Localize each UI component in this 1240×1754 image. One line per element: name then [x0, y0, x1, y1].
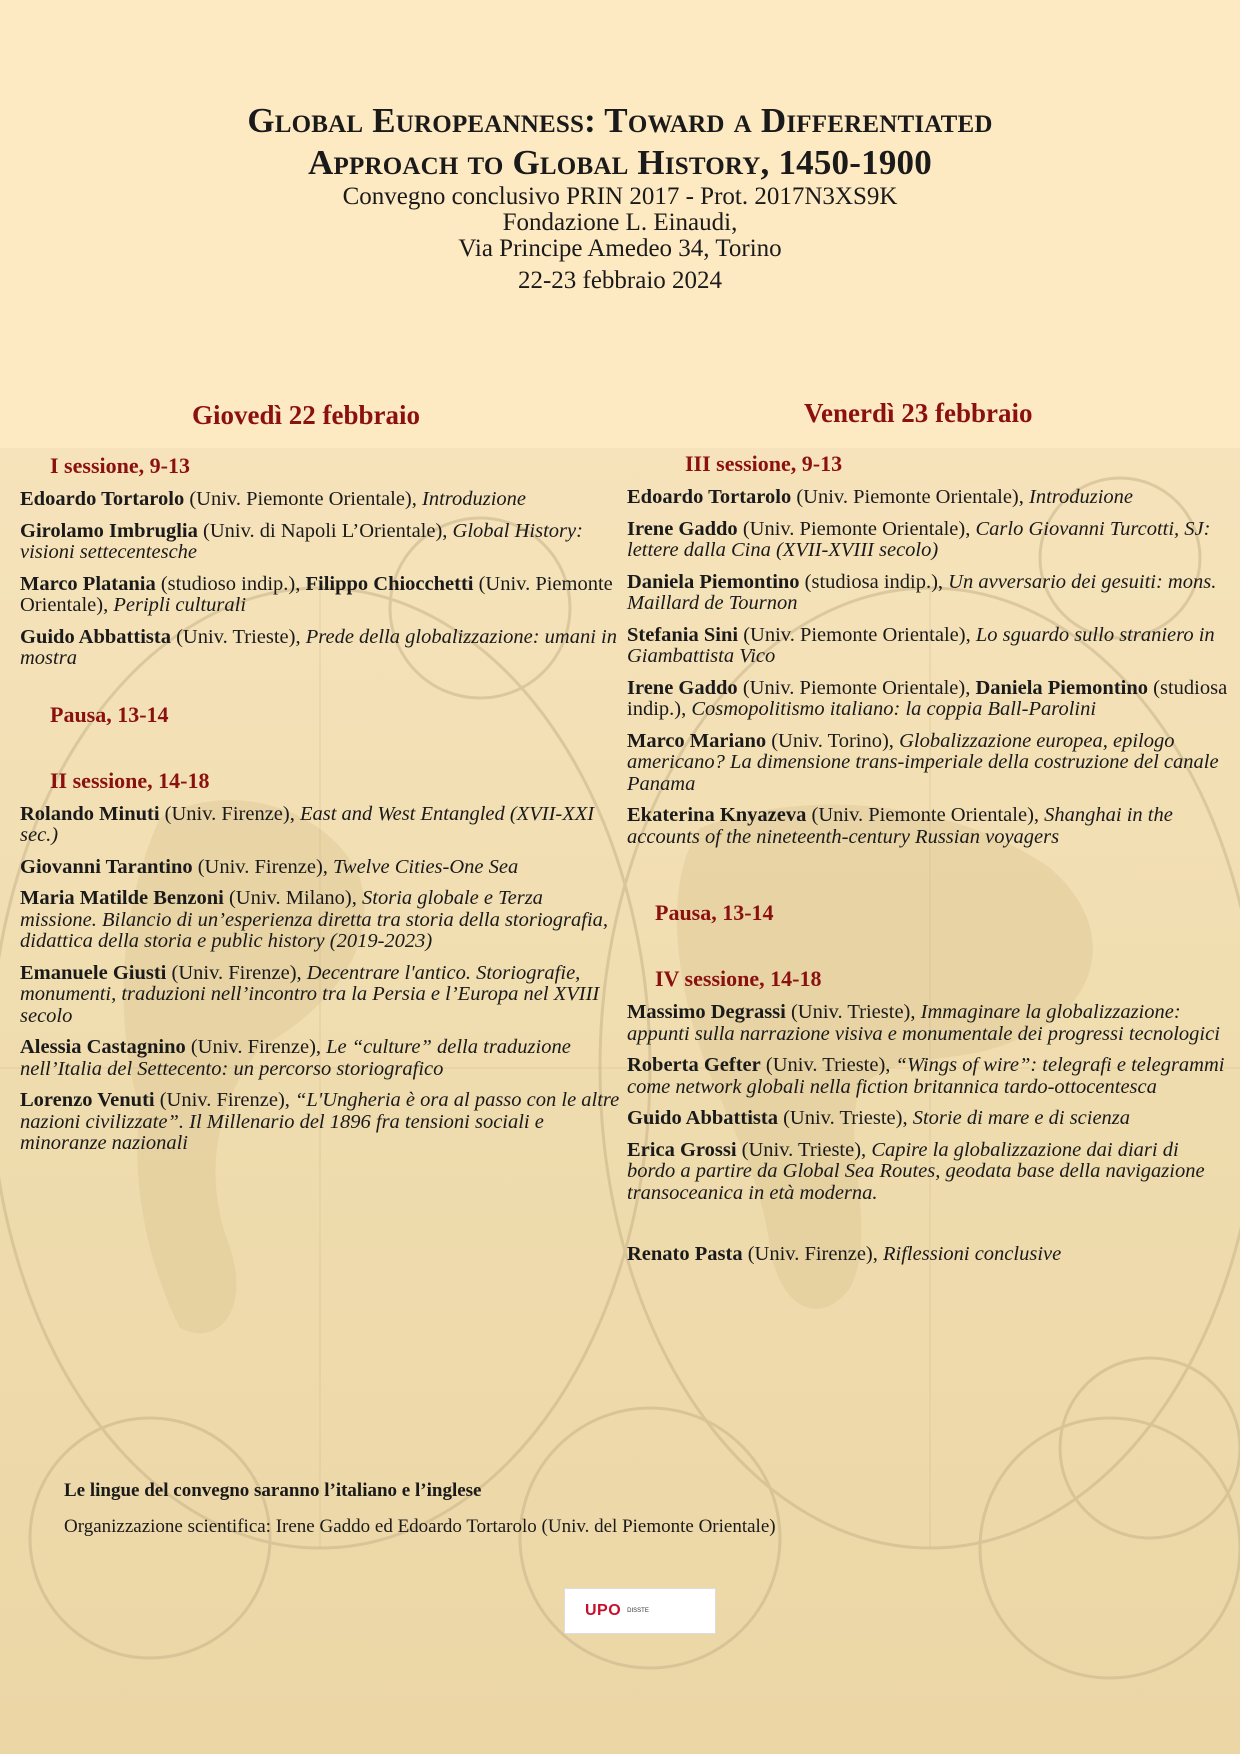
program-entry: [627, 487, 1229, 509]
speaker-affiliation: (Univ. Piemonte Orientale),: [791, 486, 1030, 508]
speaker-affiliation: (Univ. Torino),: [766, 729, 900, 752]
program-entry: [20, 521, 620, 564]
speaker-name: Alessia Castagnino: [20, 1036, 186, 1058]
program-entry: [627, 805, 1229, 848]
talk-title: Globalizzazione europea, epilogo americano? La dimensione trans-imperiale della costruzione del canale Panama: [627, 729, 1219, 795]
session-2-heading: II sessione, 14-18: [50, 767, 210, 793]
program-entry: [20, 888, 620, 953]
speaker-name: Stefania Sini: [627, 623, 739, 646]
scientific-organization: Organizzazione scientifica: Irene Gaddo ed Edoardo Tortarolo (Univ. del Piemonte Orientale): [64, 1516, 776, 1537]
pause-heading-thursday: Pausa, 13-14: [50, 701, 169, 727]
program-entry: [20, 1037, 620, 1080]
event-date: 22-23 febbraio 2024: [517, 267, 723, 294]
speaker-affiliation: (Univ. Firenze),: [166, 961, 307, 984]
speaker-affiliation: (Univ. Firenze),: [154, 1089, 296, 1111]
speaker-affiliation: (Univ. Firenze),: [742, 1243, 884, 1265]
speaker-name: Marco Platania: [20, 572, 156, 595]
speaker-name: Irene Gaddo: [627, 517, 738, 540]
speaker-name: Guido Abbattista: [20, 625, 171, 648]
talk-title: Storia globale e Terza missione. Bilancio di un’esperienza diretta tra storia della storiografia, didattica della storia e public history (2019-2023): [20, 887, 609, 952]
event-subtitle-prin: Convegno conclusivo PRIN 2017 - Prot. 2017N3XS9K: [342, 183, 898, 210]
talk-title: Le “culture” della traduzione nell’Italia del Settecento: un percorso storiografico: [20, 1036, 571, 1080]
speaker-affiliation: (Univ. di Napoli L’Orientale),: [197, 519, 453, 542]
event-address: Via Principe Amedeo 34, Torino: [458, 235, 782, 262]
speaker-name: Massimo Degrassi: [627, 1001, 786, 1023]
talk-title: Cosmopolitismo italiano: la coppia Ball-Parolini: [691, 698, 1097, 720]
talk-title: Introduzione: [422, 488, 527, 510]
talk-title: Lo sguardo sullo straniero in Giambattista Vico: [627, 623, 1215, 667]
talk-title: Capire la globalizzazione dai diari di bordo a partire da Global Sea Routes, geodata base della navigazione transoceanica in età moderna.: [627, 1138, 1205, 1204]
program-entry: [627, 572, 1229, 615]
program-entry: [627, 678, 1229, 721]
speaker-affiliation: (Univ. Trieste),: [170, 625, 306, 648]
talk-title: Storie di mare e di scienza: [912, 1107, 1131, 1129]
speaker-name: Lorenzo Venuti: [20, 1089, 155, 1111]
talk-title: East and West Entangled (XVII-XXI sec.): [20, 802, 595, 846]
program-entry: [627, 1140, 1229, 1205]
session-3-heading: III sessione, 9-13: [685, 451, 843, 476]
event-title-line1: Global Europeanness: Toward a Differentiated: [247, 101, 993, 140]
program-entry: [20, 804, 620, 847]
speaker-affiliation: (Univ. Piemonte Orientale),: [737, 517, 976, 540]
languages-note: Le lingue del convegno saranno l’italiano e l’inglese: [64, 1480, 482, 1501]
event-venue: Fondazione L. Einaudi,: [502, 209, 738, 236]
program-entry: [20, 857, 620, 879]
speaker-name: Maria Matilde Benzoni: [20, 887, 224, 909]
day-heading-friday: Venerdì 23 febbraio: [804, 398, 1033, 428]
speaker-name: Giovanni Tarantino: [20, 855, 193, 878]
program-entry: [627, 625, 1229, 668]
speaker-affiliation: (Univ. Trieste),: [777, 1107, 913, 1129]
speaker-affiliation: (Univ. Piemonte Orientale),: [184, 488, 423, 510]
speaker-name: Emanuele Giusti: [20, 961, 167, 984]
day-heading-thursday: Giovedì 22 febbraio: [192, 400, 420, 430]
program-entry: [627, 1244, 1229, 1266]
talk-title: Decentrare l'antico. Storiografie, monumenti, traduzioni nell’incontro tra la Persia e l’Europa nel XVIII secolo: [20, 961, 600, 1027]
talk-title: Riflessioni conclusive: [883, 1243, 1062, 1265]
speaker-name: Edoardo Tortarolo: [627, 486, 792, 508]
program-entry: [20, 489, 620, 511]
speaker-affiliation: (Univ. Trieste),: [760, 1054, 896, 1076]
program-entry: [627, 1002, 1229, 1045]
program-entry: [627, 731, 1229, 796]
speaker-name: Renato Pasta: [627, 1243, 743, 1265]
upo-logo-text: UPO: [585, 1602, 622, 1619]
session-4-list: [627, 1002, 1229, 1204]
session-4-heading: IV sessione, 14-18: [655, 966, 822, 991]
speaker-name: Girolamo Imbruglia: [20, 519, 198, 542]
speaker-name: Guido Abbattista: [627, 1107, 778, 1129]
speaker-affiliation: (Univ. Trieste),: [785, 1001, 921, 1023]
talk-title: “L'Ungheria è ora al passo con le altre nazioni civilizzate”. Il Millenario del 1896 fra tensioni sociali e minoranze nazionali: [20, 1089, 620, 1154]
disste-logo-text: DISSTE: [627, 1608, 649, 1614]
program-entry: [20, 627, 620, 670]
speaker-name: Marco Mariano: [627, 729, 767, 752]
talk-title: Un avversario dei gesuiti: mons. Maillard de Tournon: [627, 570, 1217, 614]
talk-title: “Wings of wire”: telegrafi e telegrammi come network globali nella fiction britannica tardo-ottocentesca: [627, 1054, 1225, 1098]
program-entry: [627, 1108, 1229, 1130]
program-column-friday: [627, 451, 1229, 1266]
speaker-name: Ekaterina Knyazeva: [627, 804, 807, 826]
talk-title: Twelve Cities-One Sea: [333, 855, 519, 878]
speaker-name: Rolando Minuti: [20, 802, 160, 825]
pause-heading-friday: Pausa, 13-14: [655, 900, 774, 925]
speaker-affiliation: (Univ. Milano),: [223, 887, 363, 909]
speaker-affiliation: (studiosa indip.),: [799, 570, 949, 593]
program-entry: [627, 1055, 1229, 1098]
session-1-heading: I sessione, 9-13: [50, 453, 190, 478]
speaker-affiliation: (Univ. Firenze),: [192, 855, 334, 878]
speaker-affiliation: (Univ. Piemonte Orientale),: [20, 572, 613, 616]
speaker-affiliation: (Univ. Firenze),: [185, 1036, 327, 1058]
talk-title: Carlo Giovanni Turcotti, SJ: lettere dalla Cina (XVII-XVIII secolo): [627, 517, 1211, 561]
speaker-affiliation: (Univ. Firenze),: [159, 802, 300, 825]
speaker-affiliation: (studioso indip.),: [155, 572, 306, 595]
program-entry: [20, 1090, 620, 1155]
speaker-affiliation: (Univ. Trieste),: [736, 1138, 872, 1161]
speaker-name: Filippo Chiocchetti: [305, 572, 474, 595]
event-title-line2: Approach to Global History, 1450-1900: [308, 143, 932, 182]
program-column-thursday: [20, 453, 620, 1155]
closing-remarks: [627, 1244, 1229, 1266]
talk-title: Shanghai in the accounts of the nineteenth-century Russian voyagers: [627, 804, 1173, 848]
talk-title: Introduzione: [1029, 486, 1134, 508]
speaker-name: Daniela Piemontino: [627, 570, 800, 593]
speaker-name: Daniela Piemontino: [975, 676, 1149, 699]
speaker-affiliation: (Univ. Piemonte Orientale),: [737, 676, 976, 699]
event-header: [0, 100, 1240, 294]
speaker-affiliation: (Univ. Piemonte Orientale),: [738, 623, 976, 646]
talk-title: Prede della globalizzazione: umani in mostra: [20, 625, 617, 669]
upo-disste-logo: [564, 1588, 716, 1634]
speaker-name: Edoardo Tortarolo: [20, 488, 185, 510]
speaker-affiliation: (studiosa indip.),: [627, 676, 1228, 720]
program-entry: [20, 574, 620, 617]
session-1-list: [20, 489, 620, 670]
program-entry: [20, 963, 620, 1028]
session-2-list: [20, 804, 620, 1155]
talk-title: Immaginare la globalizzazione: appunti sulla narrazione visiva e monumentale dei progressi tecnologici: [627, 1001, 1220, 1045]
talk-title: Peripli culturali: [113, 594, 247, 616]
speaker-name: Erica Grossi: [627, 1138, 737, 1161]
program-entry: [627, 519, 1229, 562]
speaker-affiliation: (Univ. Piemonte Orientale),: [806, 804, 1045, 826]
talk-title: Global History: visioni settecentesche: [20, 519, 583, 563]
session-3-list: [627, 487, 1229, 848]
speaker-name: Irene Gaddo: [627, 676, 738, 699]
speaker-name: Roberta Gefter: [627, 1054, 761, 1076]
